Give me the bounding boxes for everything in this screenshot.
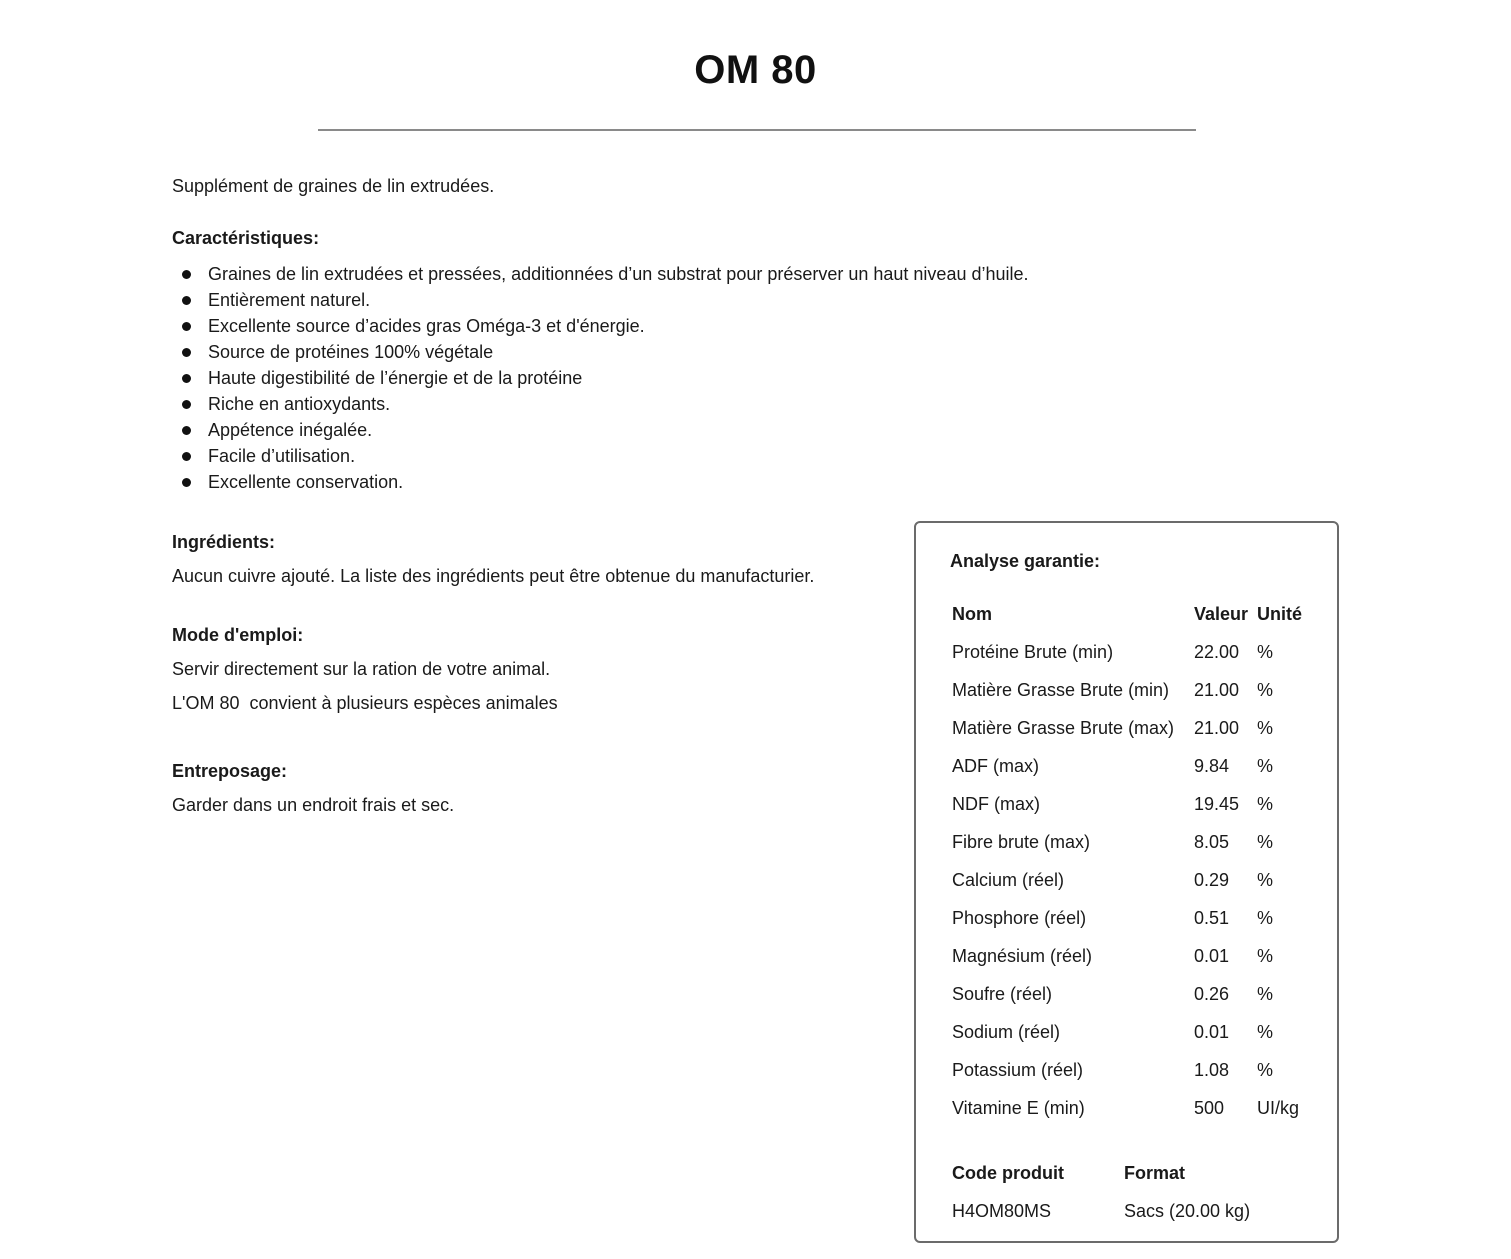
list-item: Facile d’utilisation. <box>172 445 1029 471</box>
product-code-value: H4OM80MS <box>952 1201 1052 1221</box>
column-header-unit: Unité <box>1257 604 1302 624</box>
list-item: Excellente conservation. <box>172 471 1029 497</box>
column-header-value: Valeur <box>1194 604 1249 624</box>
list-item: Graines de lin extrudées et pressées, additionnées d’un substrat pour préserver un haut niveau d’huile. <box>172 263 1029 289</box>
column-header-name: Nom <box>952 604 992 624</box>
product-format-label: Format <box>1124 1163 1186 1183</box>
bullet-icon <box>182 296 191 305</box>
page-title: OM 80 <box>694 48 817 92</box>
product-format-value: Sacs (20.00 kg) <box>1124 1201 1251 1221</box>
storage-text: Garder dans un endroit frais et sec. <box>172 795 455 815</box>
list-item: Entièrement naturel. <box>172 289 1029 315</box>
characteristics-heading: Caractéristiques: <box>172 228 320 248</box>
storage-heading: Entreposage: <box>172 761 288 781</box>
list-item: Riche en antioxydants. <box>172 393 1029 419</box>
bullet-icon <box>182 426 191 435</box>
list-item: Haute digestibilité de l’énergie et de la protéine <box>172 367 1029 393</box>
bullet-icon <box>182 322 191 331</box>
bullet-icon <box>182 452 191 461</box>
guaranteed-analysis-panel: Analyse garantie: Nom Valeur Unité Protéine Brute (min) 22.00 % Matière Grasse Brute (min) 21.00 % Matière Grasse Brute (max) 21.00 % ADF (max) 9.84 % NDF (max) 19.45 % Fibre brute (max) 8.05 % Calcium (réel) 0.29 % Phosphore (réel) 0.51 % Magnésium (réel) 0.01 % Soufre (réel) 0.26 % Sodium (réel) 0.01 % Potassium (réel) 1.08 % Vitamine E (min) 500 UI/kg Code produit Format H4OM80MS Sacs (20.00 kg) <box>914 521 1339 1243</box>
title-divider <box>318 129 1196 131</box>
analysis-heading: Analyse garantie: <box>950 551 1101 571</box>
list-item: Source de protéines 100% végétale <box>172 341 1029 367</box>
bullet-icon <box>182 400 191 409</box>
bullet-icon <box>182 270 191 279</box>
product-description: Supplément de graines de lin extrudées. <box>172 176 495 196</box>
characteristics-list <box>172 263 1029 497</box>
usage-heading: Mode d'emploi: <box>172 625 304 645</box>
list-item: Appétence inégalée. <box>172 419 1029 445</box>
bullet-icon <box>182 478 191 487</box>
bullet-icon <box>182 374 191 383</box>
ingredients-text: Aucun cuivre ajouté. La liste des ingrédients peut être obtenue du manufacturier. <box>172 566 815 586</box>
usage-line-1: Servir directement sur la ration de votre animal. <box>172 659 551 679</box>
ingredients-heading: Ingrédients: <box>172 532 276 552</box>
list-item: Excellente source d’acides gras Oméga-3 et d'énergie. <box>172 315 1029 341</box>
usage-line-2: L'OM 80 convient à plusieurs espèces animales <box>172 693 558 713</box>
bullet-icon <box>182 348 191 357</box>
product-code-label: Code produit <box>952 1163 1064 1183</box>
